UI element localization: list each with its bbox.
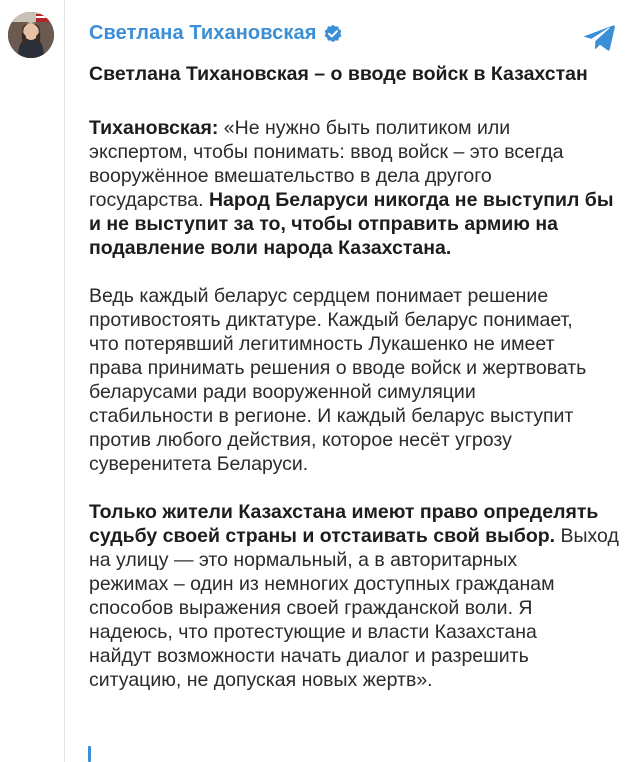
text-line-bold: подавление воли народа Казахстана.: [89, 237, 452, 259]
text-line-bold: и не выступит за то, чтобы отправить армию на: [89, 213, 558, 235]
text-line: на улицу — это нормальный, а в авторитарных: [89, 549, 518, 571]
verified-badge-icon: [323, 24, 343, 44]
text-line: экспертом, чтобы понимать: ввод войск – это всегда: [89, 141, 564, 163]
text-line: Ведь каждый беларус сердцем понимает решение: [89, 285, 549, 307]
text-line: беларусами ради вооруженной симуляции: [89, 381, 476, 403]
text-run-bold: судьбу своей страны и отстаивать свой выбор.: [89, 525, 556, 547]
person-photo-avatar: [8, 12, 54, 58]
text-run: «Не нужно быть политиком или: [218, 117, 511, 139]
text-line: суверенитета Беларуси.: [89, 453, 309, 475]
speaker-label: Тихановская:: [89, 117, 219, 139]
text-line: найдут возможности начать диалог и разрешить: [89, 645, 529, 667]
telegram-icon[interactable]: [582, 24, 616, 52]
paragraph-3: [89, 500, 619, 692]
post-header: [89, 22, 343, 45]
paragraph-1: [89, 116, 619, 260]
post-body: [89, 116, 619, 716]
text-line: противостоять диктатуре. Каждый беларус понимает,: [89, 309, 573, 331]
text-run: государства.: [89, 189, 209, 211]
text-line: способов выражения своей гражданской воли. Я: [89, 597, 533, 619]
text-line: надеюсь, что протестующие и власти Казахстана: [89, 621, 537, 643]
text-line: стабильности в регионе. И каждый беларус выступит: [89, 405, 574, 427]
author-name[interactable]: Светлана Тихановская: [89, 22, 317, 44]
text-run-bold: Народ Беларуси никогда не выступил бы: [208, 189, 614, 211]
text-line: ситуацию, не допуская новых жертв».: [89, 669, 433, 691]
post-card: [64, 0, 640, 762]
quote-marker: [88, 746, 91, 762]
text-run: Выход: [555, 525, 619, 547]
text-line: вооружённое вмешательство в дела другого: [89, 165, 492, 187]
text-line-bold: Только жители Казахстана имеют право определять: [89, 501, 599, 523]
text-line: права принимать решения о вводе войск и жертвовать: [89, 357, 587, 379]
avatar[interactable]: [8, 12, 54, 58]
text-line: режимах – один из немногих доступных гражданам: [89, 573, 555, 595]
paragraph-2: [89, 284, 619, 476]
text-line: против любого действия, которое несёт угрозу: [89, 429, 512, 451]
post-title: Светлана Тихановская – о вводе войск в Казахстан: [89, 63, 588, 85]
text-line: что потерявший легитимность Лукашенко не имеет: [89, 333, 555, 355]
